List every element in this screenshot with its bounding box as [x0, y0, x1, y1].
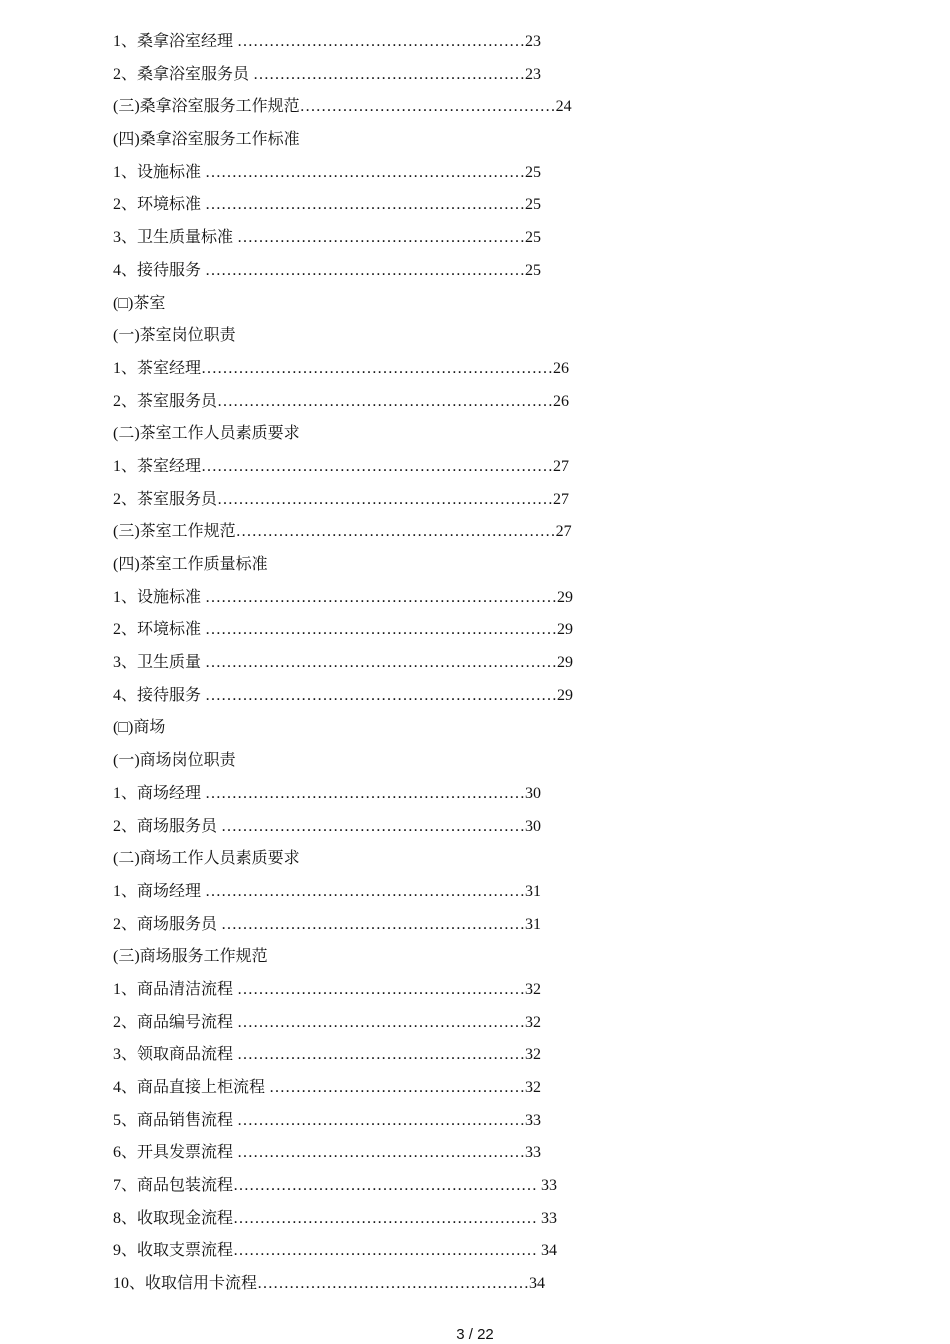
toc-entry: 2、商场服务员 …………………………………………………30 — [113, 817, 542, 835]
toc-entry: (三)桑拿浴室服务工作规范…………………………………………24 — [113, 98, 572, 116]
toc-entry: 1、商场经理 ……………………………………………………30 — [113, 784, 542, 802]
toc-entry: 6、开具发票流程 ………………………………………………33 — [113, 1144, 542, 1162]
toc-entry: 2、茶室服务员………………………………………………………26 — [113, 392, 570, 410]
page-number: 3 / 22 — [456, 1326, 494, 1343]
toc-section: (□)商场 — [113, 719, 166, 737]
toc-entry: 10、收取信用卡流程……………………………………………34 — [113, 1275, 546, 1293]
toc-heading: (二)商场工作人员素质要求 — [113, 850, 300, 868]
toc-entry: 9、收取支票流程………………………………………………… 34 — [113, 1242, 558, 1260]
toc-entry: 4、接待服务 ……………………………………………………25 — [113, 261, 542, 279]
toc-heading: (四)茶室工作质量标准 — [113, 556, 268, 573]
toc-entry: 1、茶室经理…………………………………………………………27 — [113, 457, 570, 475]
toc-entry: 2、商场服务员 …………………………………………………31 — [113, 915, 542, 933]
toc-entry: 2、环境标准 ……………………………………………………25 — [113, 196, 542, 214]
toc-entry: 3、卫生质量标准 ………………………………………………25 — [113, 229, 542, 247]
toc-entry: 2、茶室服务员………………………………………………………27 — [113, 490, 570, 508]
toc-entry: 5、商品销售流程 ………………………………………………33 — [113, 1111, 542, 1129]
toc-entry: 1、桑拿浴室经理 ………………………………………………23 — [113, 33, 542, 50]
toc-heading: (三)商场服务工作规范 — [113, 948, 268, 966]
toc-entry: 7、商品包装流程………………………………………………… 33 — [113, 1177, 558, 1195]
toc-entry: 1、商场经理 ……………………………………………………31 — [113, 882, 542, 900]
toc-entry: 2、商品编号流程 ………………………………………………32 — [113, 1013, 542, 1031]
toc-entry: (三)茶室工作规范……………………………………………………27 — [113, 523, 572, 541]
toc-entry: 2、桑拿浴室服务员 ……………………………………………23 — [113, 65, 542, 83]
toc-heading: (一)茶室岗位职责 — [113, 327, 236, 345]
toc-entry: 2、环境标准 …………………………………………………………29 — [113, 621, 574, 639]
toc-heading: (二)茶室工作人员素质要求 — [113, 425, 300, 443]
toc-entry: 1、设施标准 …………………………………………………………29 — [113, 588, 574, 606]
toc-entry: 1、茶室经理…………………………………………………………26 — [113, 359, 570, 377]
toc-heading: (一)商场岗位职责 — [113, 752, 236, 770]
toc-entry: 3、卫生质量 …………………………………………………………29 — [113, 654, 574, 672]
toc-entry: 1、设施标准 ……………………………………………………25 — [113, 163, 542, 181]
toc-heading: (四)桑拿浴室服务工作标准 — [113, 131, 300, 149]
table-of-contents — [113, 26, 713, 1301]
toc-entry: 8、收取现金流程………………………………………………… 33 — [113, 1209, 558, 1227]
toc-entry: 1、商品清洁流程 ………………………………………………32 — [113, 980, 542, 998]
toc-section: (□)茶室 — [113, 294, 166, 312]
toc-entry: 4、接待服务 …………………………………………………………29 — [113, 686, 574, 704]
toc-entry: 4、商品直接上柜流程 …………………………………………32 — [113, 1079, 542, 1096]
toc-entry: 3、领取商品流程 ………………………………………………32 — [113, 1046, 542, 1064]
